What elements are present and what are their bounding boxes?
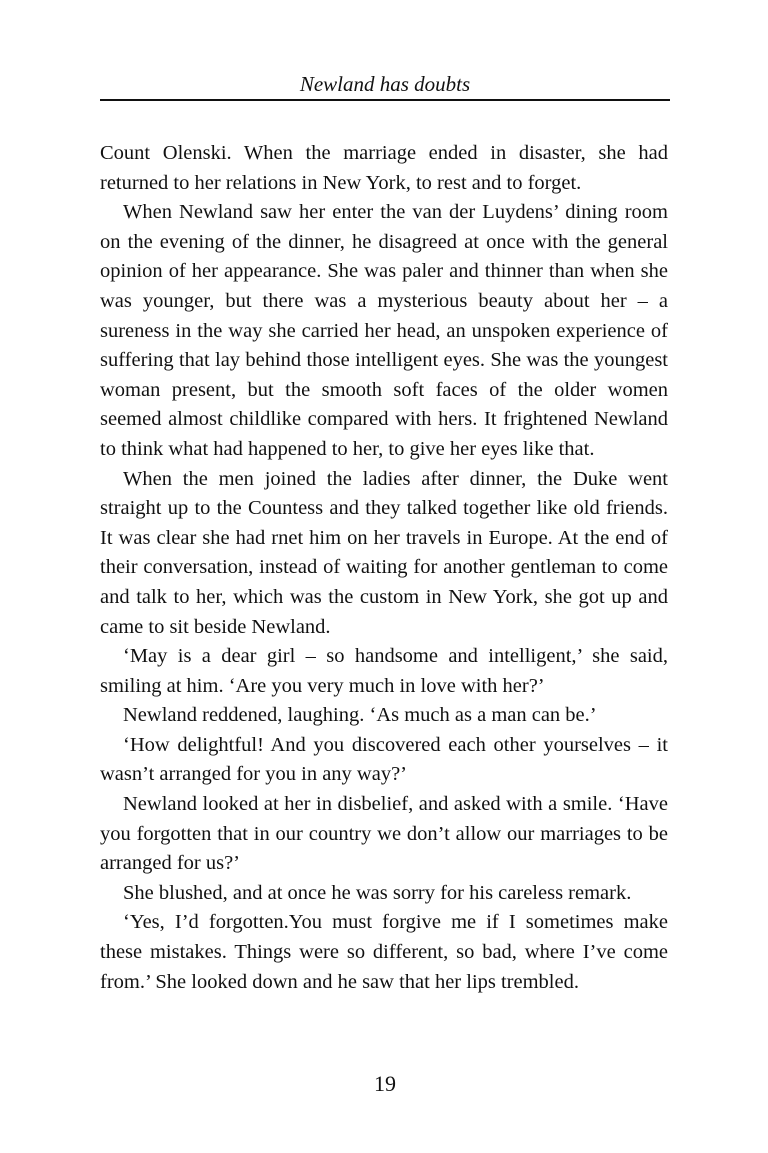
page-number: 19 — [374, 1071, 396, 1096]
paragraph: Count Olenski. When the marriage ended in disaster, she had returned to her relations in New York, to rest and to forget. — [100, 142, 668, 194]
paragraph: She blushed, and at once he was sorry for his careless remark. — [123, 881, 632, 904]
paragraph: When the men joined the ladies after dinner, the Duke went straight up to the Countess and they talked together like old friends. It was clear she had rnet him on her travels in Europe. At the end of their conversation, instead of waiting for another gentleman to come and talk to her, which was the custom in New York, she got up and came to sit beside Newland. — [100, 467, 668, 638]
paragraph: Newland looked at her in disbelief, and asked with a smile. ‘Have you forgotten that in our country we don’t allow our marriages to be arranged for us?’ — [100, 793, 668, 875]
paragraph: ‘How delightful! And you discovered each other yourselves – it wasn’t arranged for you in any way?’ — [100, 733, 668, 786]
paragraph: Newland reddened, laughing. ‘As much as a man can be.’ — [123, 704, 597, 727]
body-text — [100, 139, 668, 997]
paragraph: ‘Yes, I’d forgotten.You must forgive me if I sometimes make these mistakes. Things were so different, so bad, where I’ve come from.’ She looked down and he saw that her lips trembled. — [100, 911, 668, 993]
running-head-title: Newland has doubts — [299, 72, 471, 96]
paragraph: When Newland saw her enter the van der Luydens’ dining room on the evening of the dinner, he disagreed at once with the general opinion of her appearance. She was paler and thinner than when she was younger, but there was a mysterious beauty about her – a sureness in the way she carried her head, an unspoken experience of suffering that lay behind those intelligent eyes. She was the youngest woman present, but the smooth soft faces of the older women seemed almost childlike compared with hers. It frightened Newland to think what had happened to her, to give her eyes like that. — [100, 201, 668, 460]
paragraph: ‘May is a dear girl – so handsome and intelligent,’ she said, smiling at him. ‘Are you very much in love with her?’ — [100, 645, 668, 697]
header-rule — [100, 99, 670, 101]
